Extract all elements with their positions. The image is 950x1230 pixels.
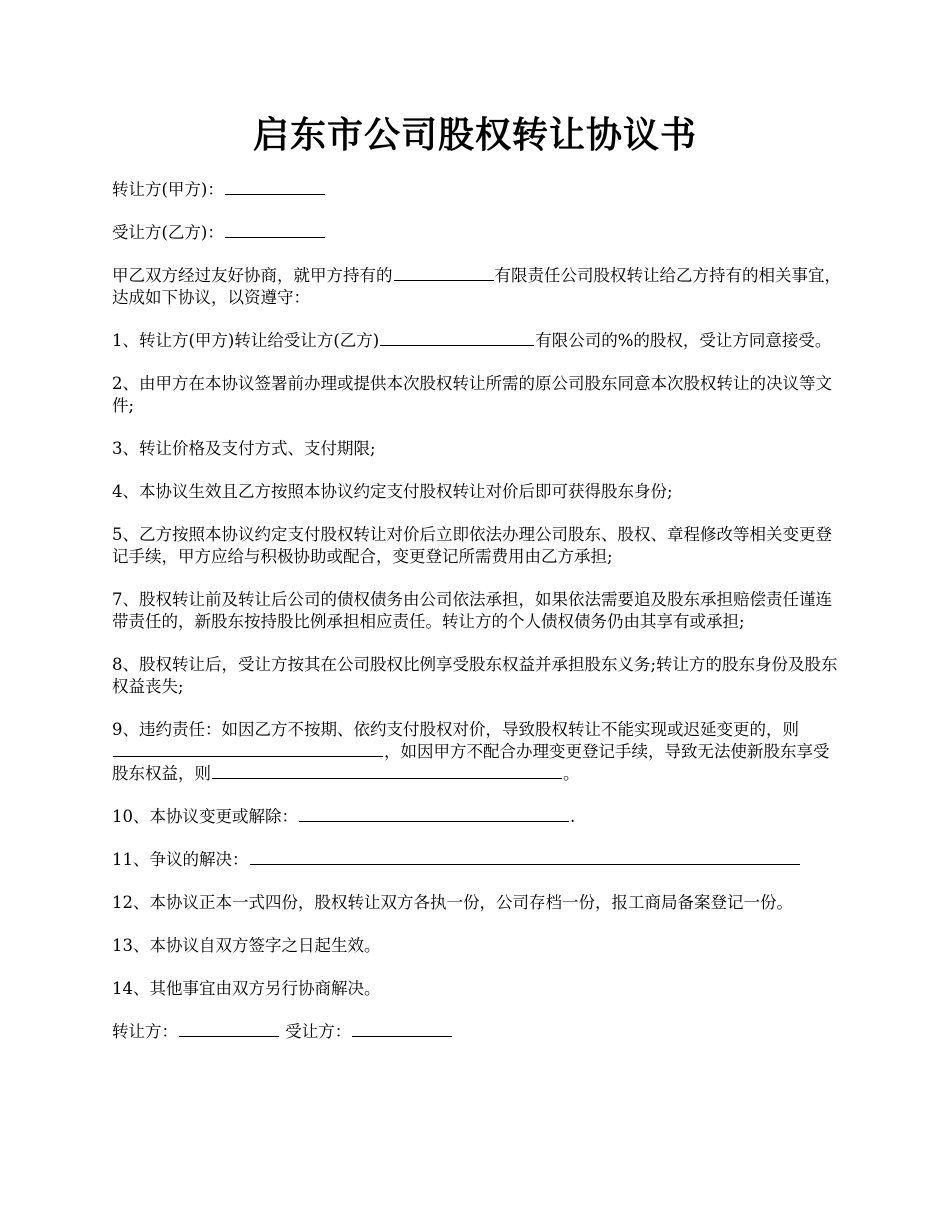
clause-10 [112, 806, 842, 828]
clause-10-text-1: 10、本协议变更或解除： [112, 807, 298, 826]
clause-11-blank [250, 849, 800, 865]
clause-9-text-1: 9、违约责任：如因乙方不按期、依约支付股权对价，导致股权转让不能实现或迟延变更的，则 [112, 720, 799, 739]
clause-9 [112, 719, 842, 785]
intro-paragraph [112, 265, 842, 309]
clause-12: 12、本协议正本一式四份，股权转让双方各执一份，公司存档一份，报工商局备案登记一份。 [112, 893, 793, 912]
transferee-label: 受让方(乙方)： [112, 223, 224, 242]
document-title: 启东市公司股权转让协议书 [252, 115, 697, 156]
intro-text-1: 甲乙双方经过友好协商，就甲方持有的 [112, 266, 393, 285]
clause-2: 2、由甲方在本协议签署前办理或提供本次股权转让所需的原公司股东同意本次股权转让的决议等文件; [112, 374, 832, 415]
clause-7: 7、股权转让前及转让后公司的债权债务由公司依法承担，如果依法需要追及股东承担赔偿责任谨连带责任的，新股东按持股比例承担相应责任。转让方的个人债权债务仍由其享有或承担; [112, 590, 832, 631]
signature-line [112, 1021, 842, 1043]
transferor-label: 转让方(甲方)： [112, 180, 224, 199]
transferor-line [112, 179, 842, 201]
intro-text-2: 有限责任公司股权转让给乙方持有的相关事宜，达成如下协议，以资遵守： [112, 266, 841, 307]
clause-8: 8、股权转让后，受让方按其在公司股权比例享受股东权益并承担股东义务;转让方的股东身份及股东权益丧失; [112, 655, 838, 696]
signature-transferee-label: 受让方： [285, 1022, 352, 1041]
clause-9-text-2: ，如因甲方不配合办理变更登记手续，导致无法使新股东享受股东权益，则 [112, 742, 830, 783]
transferee-line [112, 222, 842, 244]
document-body [112, 179, 842, 1064]
clause-14: 14、其他事宜由双方另行协商解决。 [112, 979, 381, 998]
clause-1-text-2: 有限公司的%的股权，受让方同意接受。 [535, 331, 832, 350]
clause-1-text-1: 1、转让方(甲方)转让给受让方(乙方) [112, 331, 380, 350]
clause-4: 4、本协议生效且乙方按照本协议约定支付股权转让对价后即可获得股东身份; [112, 482, 673, 501]
clause-1 [112, 330, 842, 352]
signature-transferee-blank [352, 1021, 452, 1037]
clause-13: 13、本协议自双方签字之日起生效。 [112, 936, 381, 955]
transferor-blank [225, 179, 325, 195]
clause-9-blank-1 [113, 741, 383, 757]
clause-11 [112, 849, 842, 871]
clause-1-blank [380, 330, 534, 346]
intro-company-blank [394, 265, 494, 281]
clause-10-text-2: . [570, 807, 576, 826]
transferee-blank [225, 222, 325, 238]
signature-transferor-label: 转让方： [112, 1022, 178, 1041]
clause-10-blank [299, 806, 569, 822]
clause-3: 3、转让价格及支付方式、支付期限; [112, 439, 376, 458]
clause-9-blank-2 [212, 763, 562, 779]
signature-transferor-blank [179, 1021, 279, 1037]
clause-5: 5、乙方按照本协议约定支付股权转让对价后立即依法办理公司股东、股权、章程修改等相关变更登记手续，甲方应给与积极协助或配合，变更登记所需费用由乙方承担; [112, 525, 832, 566]
clause-11-text-1: 11、争议的解决： [112, 850, 249, 869]
clause-9-text-3: 。 [563, 764, 580, 783]
